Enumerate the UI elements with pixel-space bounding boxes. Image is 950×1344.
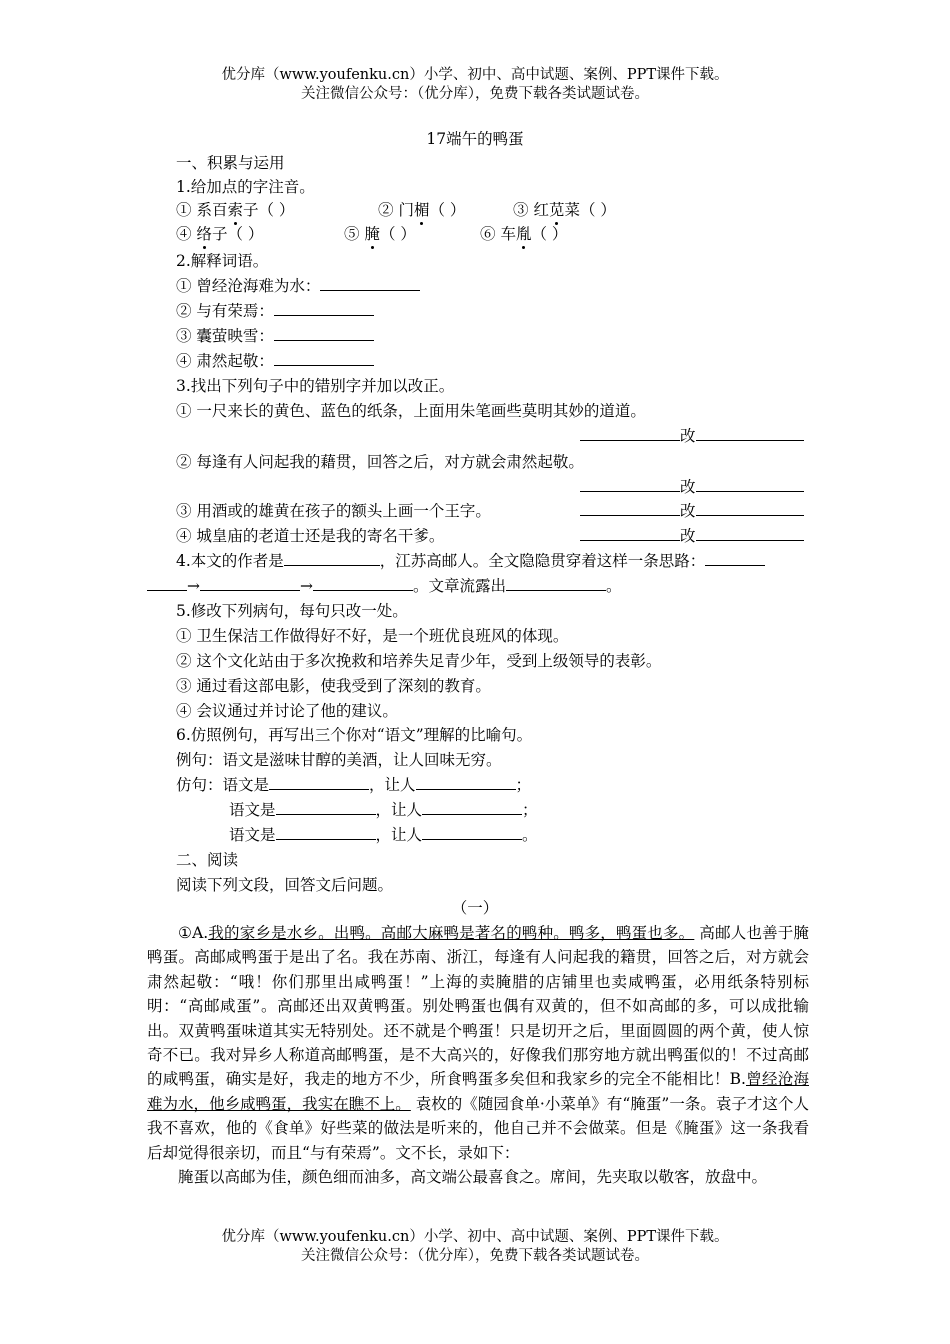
q3-item-2: ② 每逢有人问起我的藉贯，回答之后，对方就会肃然起敬。 xyxy=(176,453,584,471)
q1-item-1: ① 系百索子（ ） xyxy=(176,201,295,219)
header-line-1: 优分库（www.youfenku.cn）小学、初中、高中试题、案例、PPT课件下载。 xyxy=(221,67,729,83)
footer-line-2: 关注微信公众号：（优分库），免费下载各类试题试卷。 xyxy=(301,1248,649,1264)
answer-blank[interactable] xyxy=(506,575,606,591)
q6-imitate-1: 仿句：语文是 ，让人 ； xyxy=(176,776,532,794)
answer-blank[interactable] xyxy=(696,500,804,516)
q2-item-2: ② 与有荣焉： xyxy=(176,300,374,322)
q3-correction-2: 改 xyxy=(580,476,804,498)
dotted-char: 索 xyxy=(227,201,243,219)
answer-blank[interactable] xyxy=(284,550,380,566)
document-title: 17端午的鸭蛋 xyxy=(426,130,524,148)
q1-item-6: ⑥ 车胤（ ） xyxy=(480,225,568,243)
reading-passage xyxy=(147,921,809,1189)
answer-blank[interactable] xyxy=(580,525,680,541)
q2-item-4: ④ 肃然起敬： xyxy=(176,350,374,372)
q6-stem: 6.仿照例句，再写出三个你对“语文”理解的比喻句。 xyxy=(176,726,533,744)
q1-item-4: ④ 络子（ ） xyxy=(176,225,264,243)
q1-item-2: ② 门楣（ ） xyxy=(378,201,466,219)
answer-blank[interactable] xyxy=(276,799,376,815)
section-number: （一） xyxy=(451,899,499,917)
q6-example: 例句：语文是滋味甘醇的美酒，让人回味无穷。 xyxy=(176,751,502,769)
part2-instruction: 阅读下列文段，回答文后问题。 xyxy=(176,876,394,894)
q6-imitate-3: 语文是 ，让人 。 xyxy=(229,826,538,844)
footer-line-1: 优分库（www.youfenku.cn）小学、初中、高中试题、案例、PPT课件下载。 xyxy=(221,1229,729,1245)
passage-paragraph-1: ①A.我的家乡是水乡。出鸭。高邮大麻鸭是著名的鸭种。鸭多，鸭蛋也多。 高邮人也善于腌鸭蛋。高邮咸鸭蛋于是出了名。我在苏南、浙江，每逢有人问起我的籍贯，回答之后，对方就会肃然起敬：“哦！你们那里出咸鸭蛋！”上海的卖腌腊的店铺里也卖咸鸭蛋，必用纸条特别标明：“高邮咸蛋”。高邮还出双黄鸭蛋。别处鸭蛋也偶有双黄的，但不如高邮的多，可以成批输出。双黄鸭蛋味道其实无特别处。还不就是个鸭蛋！只是切开之后，里面圆圆的两个黄，使人惊奇不已。我对异乡人称道高邮鸭蛋，是不大高兴的，好像我们那穷地方就出鸭蛋似的！不过高邮的咸鸭蛋，确实是好，我走的地方不少，所食鸭蛋多矣但和我家乡的完全不能相比！B.曾经沧海难为水，他乡咸鸭蛋，我实在瞧不上。 袁枚的《随园食单·小菜单》有“腌蛋”一条。袁子才这个人我不喜欢，他的《食单》好些菜的做法是听来的，他自己并不会做菜。但是《腌蛋》这一条我看后却觉得很亲切，而且“与有荣焉”。文不长，录如下： xyxy=(147,924,809,1162)
q6-imitate-2: 语文是 ，让人 ； xyxy=(229,801,538,819)
answer-blank[interactable] xyxy=(416,774,516,790)
q3-correction-1: 改 xyxy=(580,425,804,447)
q5-item-4: ④ 会议通过并讨论了他的建议。 xyxy=(176,702,398,720)
q3-item-4: ④ 城皇庙的老道士还是我的寄名干爹。 xyxy=(176,527,445,545)
underlined-sentence-b: 曾经沧海难为水，他乡咸鸭蛋，我实在瞧不上。 xyxy=(147,1070,809,1113)
q4-line-1: 4.本文的作者是 ，江苏高邮人。全文隐隐贯穿着这样一条思路： xyxy=(176,550,765,572)
q4-line-2: → → 。文章流露出 。 xyxy=(147,575,622,597)
answer-blank[interactable] xyxy=(580,500,680,516)
dotted-char: 苋 xyxy=(548,201,565,219)
answer-blank[interactable] xyxy=(580,476,680,492)
q2-item-1: ① 曾经沧海难为水： xyxy=(176,275,420,297)
q3-correction-4: 改 xyxy=(580,525,804,547)
page-footer xyxy=(0,1228,950,1266)
q1-item-3: ③ 红苋菜（ ） xyxy=(513,201,616,219)
answer-blank[interactable] xyxy=(696,425,804,441)
dotted-char: 楣 xyxy=(413,201,430,219)
q1-stem: 1.给加点的字注音。 xyxy=(176,178,315,196)
part2-heading: 二、阅读 xyxy=(176,851,239,869)
header-line-2: 关注微信公众号：（优分库），免费下载各类试题试卷。 xyxy=(301,86,649,102)
q3-correction-3: 改 xyxy=(580,500,804,522)
answer-blank[interactable] xyxy=(147,575,187,591)
answer-blank[interactable] xyxy=(276,824,376,840)
answer-blank[interactable] xyxy=(274,325,374,341)
q3-stem: 3.找出下列句子中的错别字并加以改正。 xyxy=(176,377,455,395)
answer-blank[interactable] xyxy=(696,476,804,492)
dotted-char: 腌 xyxy=(364,225,380,243)
answer-blank[interactable] xyxy=(705,550,765,566)
answer-blank[interactable] xyxy=(422,799,522,815)
underlined-sentence-a: 我的家乡是水乡。出鸭。高邮大麻鸭是著名的鸭种。鸭多，鸭蛋也多。 xyxy=(208,924,695,942)
passage-paragraph-2: 腌蛋以高邮为佳，颜色细而油多，高文端公最喜食之。席间，先夹取以敬客，放盘中。 xyxy=(178,1168,768,1187)
q5-item-2: ② 这个文化站由于多次挽救和培养失足青少年，受到上级领导的表彰。 xyxy=(176,652,662,670)
part1-heading: 一、积累与运用 xyxy=(176,154,285,172)
dotted-char: 胤 xyxy=(515,225,532,243)
q5-item-3: ③ 通过看这部电影，使我受到了深刻的教育。 xyxy=(176,677,491,695)
page-header xyxy=(0,66,950,104)
answer-blank[interactable] xyxy=(320,275,420,291)
answer-blank[interactable] xyxy=(580,425,680,441)
q5-item-1: ① 卫生保洁工作做得好不好，是一个班优良班风的体现。 xyxy=(176,627,569,645)
answer-blank[interactable] xyxy=(269,774,369,790)
q5-stem: 5.修改下列病句，每句只改一处。 xyxy=(176,602,408,620)
q1-item-5: ⑤ 腌（ ） xyxy=(344,225,416,243)
answer-blank[interactable] xyxy=(274,300,374,316)
q3-item-3: ③ 用酒或的雄黄在孩子的额头上画一个王字。 xyxy=(176,502,491,520)
q3-item-1: ① 一尺来长的黄色、蓝色的纸条，上面用朱笔画些莫明其妙的道道。 xyxy=(176,402,646,420)
q2-stem: 2.解释词语。 xyxy=(176,252,269,270)
dotted-char: 络 xyxy=(196,225,212,243)
answer-blank[interactable] xyxy=(422,824,522,840)
q2-item-3: ③ 囊萤映雪： xyxy=(176,325,374,347)
answer-blank[interactable] xyxy=(274,350,374,366)
answer-blank[interactable] xyxy=(696,525,804,541)
answer-blank[interactable] xyxy=(200,575,300,591)
answer-blank[interactable] xyxy=(313,575,413,591)
